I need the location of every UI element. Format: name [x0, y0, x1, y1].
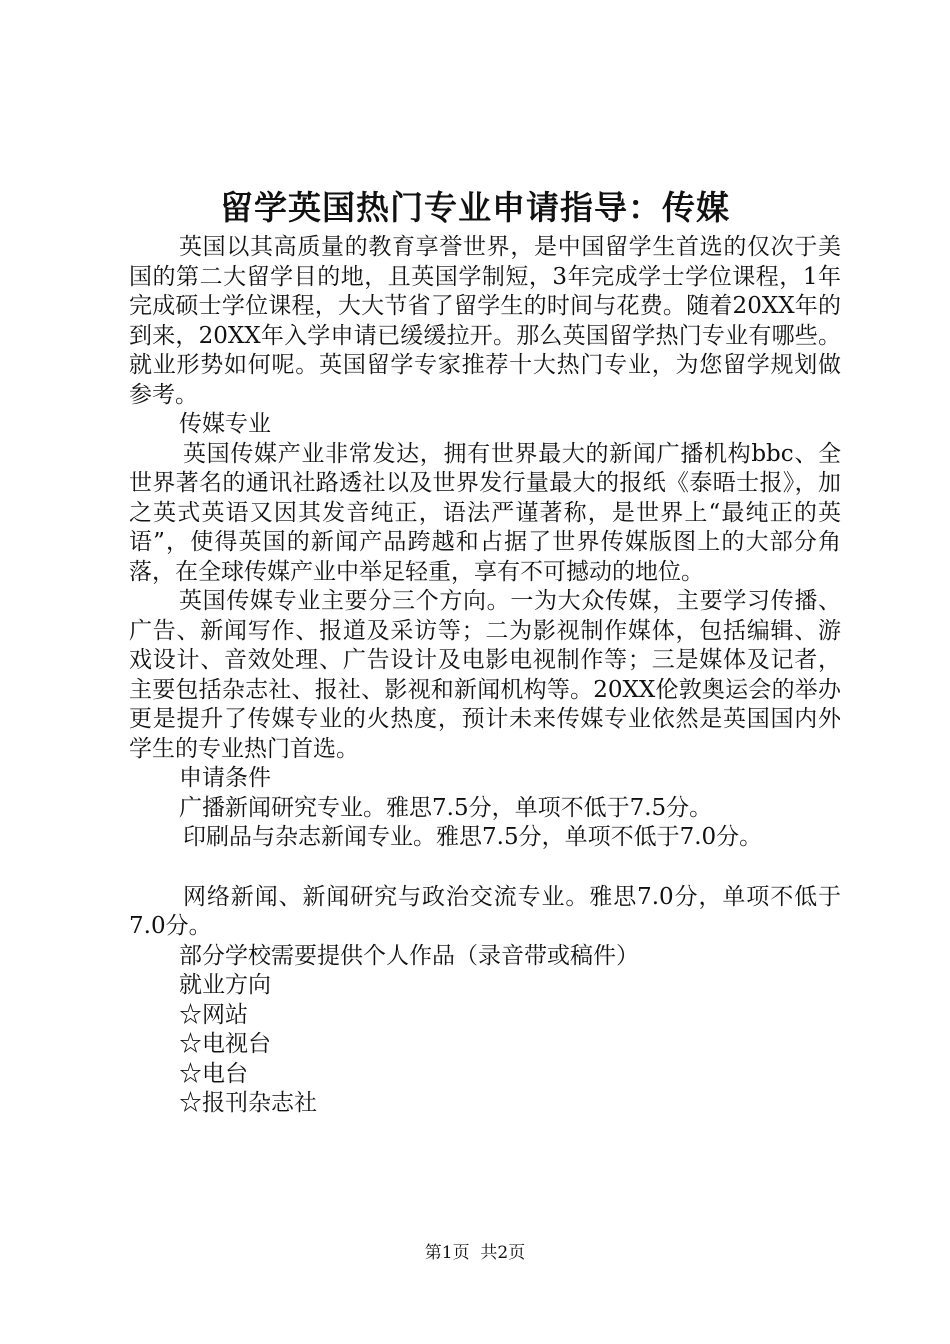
- document-title: 留学英国热门专业申请指导：传媒: [220, 188, 730, 227]
- requirement-broadcast-journalism: 广播新闻研究专业。雅思7.5分，单项不低于7.5分。: [179, 794, 713, 821]
- media-paragraph-1: 英国传媒产业非常发达，拥有世界最大的新闻广播机构bbc、全世界著名的通讯社路透社以及世界发行量最大的报纸《泰晤士报》，加之英式英语又因其发音纯正，语法严谨著称，是世界上“最纯正的英语”，使得英国的新闻产品跨越和占据了世界传媒版图上的大部分角落，在全球传媒产业中举足轻重，享有不可撼动的地位。: [129, 440, 841, 585]
- page-number-footer: 第1页 共2页: [424, 1243, 526, 1263]
- blank-line: [129, 853, 841, 883]
- career-item-tv-station: ☆电视台: [179, 1031, 271, 1057]
- document-body: [129, 233, 841, 1119]
- career-item-website: ☆网站: [179, 1001, 248, 1028]
- career-item-newspaper-magazine: ☆报刊杂志社: [179, 1090, 317, 1116]
- intro-paragraph: 英国以其高质量的教育享誉世界，是中国留学生首选的仅次于美国的第二大留学目的地，且英国学制短，3年完成学士学位课程，1年完成硕士学位课程，大大节省了留学生的时间与花费。随着20XX年的到来，20XX年入学申请已缓缓拉开。那么英国留学热门专业有哪些。就业形势如何呢。英国留学专家推荐十大热门专业，为您留学规划做参考。: [129, 234, 841, 408]
- media-paragraph-2: 英国传媒专业主要分三个方向。一为大众传媒，主要学习传播、广告、新闻写作、报道及采访等；二为影视制作媒体，包括编辑、游戏设计、音效处理、广告设计及电影电视制作等；三是媒体及记者，主要包括杂志社、报社、影视和新闻机构等。20XX伦敦奥运会的举办更是提升了传媒专业的火热度，预计未来传媒专业依然是英国国内外学生的专业热门首选。: [129, 588, 841, 762]
- career-item-radio-station: ☆电台: [179, 1060, 248, 1087]
- requirement-print-magazine-journalism: 印刷品与杂志新闻专业。雅思7.5分，单项不低于7.0分。: [183, 824, 763, 850]
- portfolio-note: 部分学校需要提供个人作品（录音带或稿件）: [179, 942, 639, 969]
- career-section-heading: 就业方向: [179, 972, 271, 998]
- requirements-section-heading: 申请条件: [179, 765, 271, 791]
- requirement-online-journalism: 网络新闻、新闻研究与政治交流专业。雅思7.0分，单项不低于7.0分。: [129, 883, 841, 939]
- media-section-heading: 传媒专业: [179, 411, 271, 437]
